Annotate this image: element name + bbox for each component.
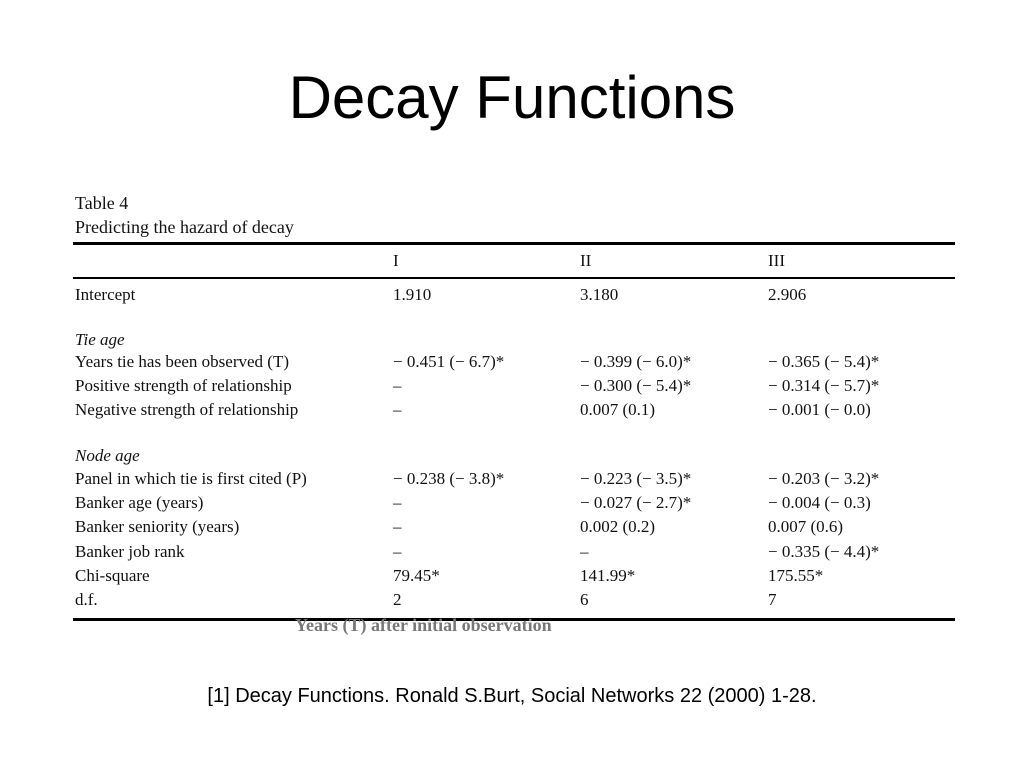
table-top-rule [73,242,955,245]
row-label: Years tie has been observed (T) [75,352,290,371]
cell-I: – [393,493,402,512]
cell-II: 141.99* [580,566,636,585]
clipped-overlap-text: Years (T) after initial observation [295,615,552,635]
cell-II: 0.007 (0.1) [580,400,656,419]
cell-I: − 0.238 (− 3.8)* [393,469,505,488]
table-caption-number: Table 4 [75,193,129,213]
column-header-III: III [768,251,785,270]
cell-III: − 0.004 (− 0.3) [768,493,871,512]
cell-I: 79.45* [393,566,440,585]
cell-II: 6 [580,590,589,609]
cell-III: − 0.365 (− 5.4)* [768,352,880,371]
table-caption-title: Predicting the hazard of decay [75,217,294,237]
row-label: d.f. [75,590,98,609]
row-label: Panel in which tie is first cited (P) [75,469,307,488]
cell-I: 2 [393,590,402,609]
column-header-II: II [580,251,592,270]
slide-title: Decay Functions [288,64,736,131]
row-label: Positive strength of relationship [75,376,292,395]
cell-II: 3.180 [580,285,619,304]
cell-III: 175.55* [768,566,824,585]
cell-III: − 0.203 (− 3.2)* [768,469,880,488]
cell-III: − 0.314 (− 5.7)* [768,376,880,395]
row-label: Negative strength of relationship [75,400,299,419]
cell-III: − 0.001 (− 0.0) [768,400,871,419]
cell-I: – [393,376,402,395]
section-heading-tie-age: Tie age [75,330,125,349]
column-header-I: I [393,251,399,270]
cell-II: − 0.027 (− 2.7)* [580,493,692,512]
cell-I: – [393,517,402,536]
cell-II: 0.002 (0.2) [580,517,656,536]
row-label: Banker job rank [75,542,185,561]
table-header-rule [73,277,955,279]
cell-I: – [393,542,402,561]
row-label: Banker seniority (years) [75,517,240,536]
cell-II: – [580,542,589,561]
cell-I: − 0.451 (− 6.7)* [393,352,505,371]
row-label: Banker age (years) [75,493,204,512]
section-heading-node-age: Node age [75,446,140,465]
cell-II: − 0.399 (− 6.0)* [580,352,692,371]
cell-III: − 0.335 (− 4.4)* [768,542,880,561]
citation: [1] Decay Functions. Ronald S.Burt, Social Networks 22 (2000) 1-28. [207,685,817,707]
cell-II: − 0.223 (− 3.5)* [580,469,692,488]
row-label: Chi-square [75,566,150,585]
regression-table [73,190,955,635]
row-label: Intercept [75,285,136,304]
cell-II: − 0.300 (− 5.4)* [580,376,692,395]
cell-I: – [393,400,402,419]
cell-III: 2.906 [768,285,807,304]
cell-III: 7 [768,590,777,609]
cell-I: 1.910 [393,285,432,304]
cell-III: 0.007 (0.6) [768,517,844,536]
